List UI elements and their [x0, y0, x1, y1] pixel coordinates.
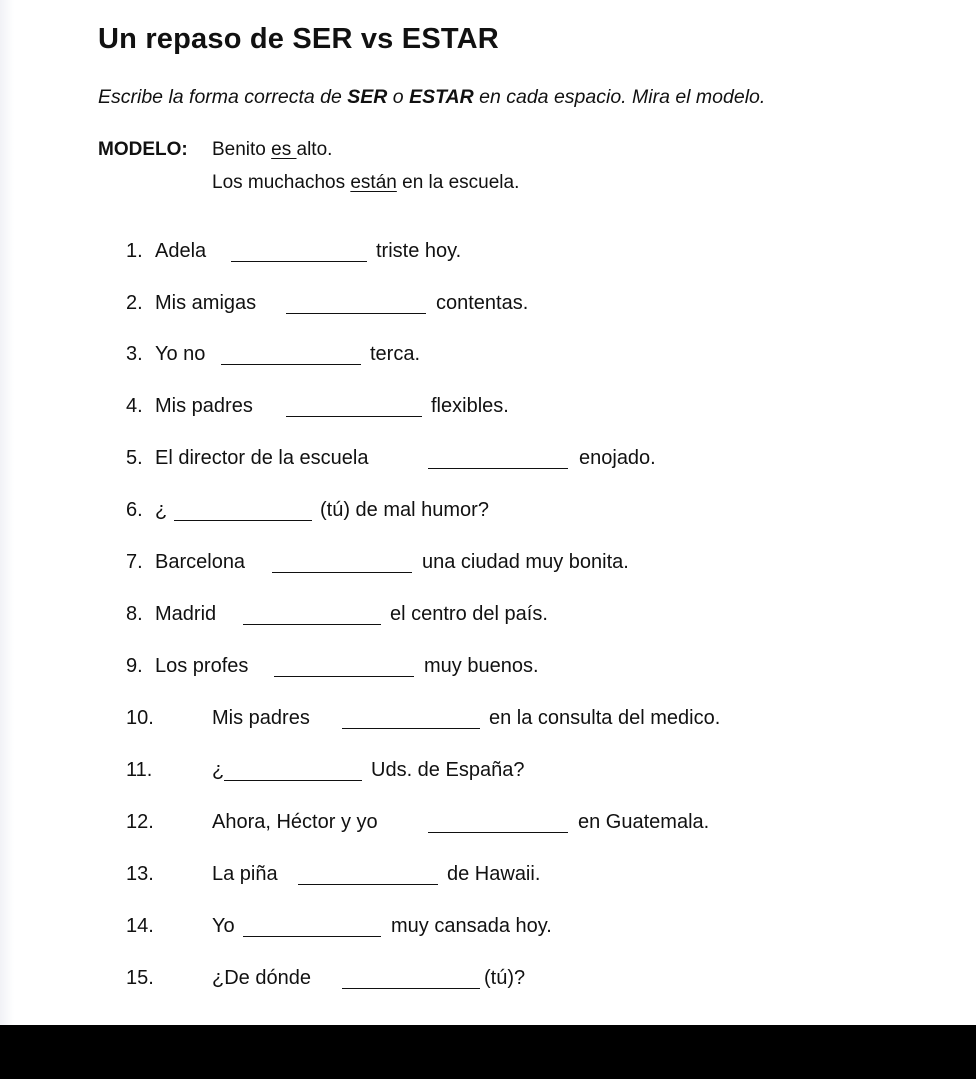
- item-text-before: Yo: [212, 915, 235, 937]
- item-number: 7.: [126, 551, 143, 573]
- item-number: 4.: [126, 395, 143, 417]
- exercise-item: [0, 447, 976, 475]
- answer-blank[interactable]: [428, 832, 568, 833]
- item-text-after: una ciudad muy bonita.: [422, 551, 629, 573]
- item-number: 14.: [126, 915, 154, 937]
- item-text-before: ¿: [212, 759, 225, 781]
- bottom-black-bar: [0, 1025, 976, 1079]
- exercise-item: [0, 343, 976, 371]
- answer-blank[interactable]: [243, 936, 381, 937]
- item-text-after: triste hoy.: [376, 240, 462, 262]
- answer-blank[interactable]: [286, 313, 426, 314]
- item-number: 12.: [126, 811, 154, 833]
- item-number: 5.: [126, 447, 143, 469]
- answer-blank[interactable]: [298, 884, 438, 885]
- item-text-before: ¿: [155, 499, 168, 521]
- worksheet-title: Un repaso de SER vs ESTAR: [98, 23, 499, 55]
- instructions: [98, 86, 765, 109]
- answer-blank[interactable]: [342, 988, 480, 989]
- exercise-item: [0, 395, 976, 423]
- item-number: 13.: [126, 863, 154, 885]
- answer-blank[interactable]: [428, 468, 568, 469]
- item-text-before: El director de la escuela: [155, 447, 369, 469]
- item-text-after: el centro del país.: [390, 603, 548, 625]
- item-text-before: Barcelona: [155, 551, 246, 573]
- item-number: 1.: [126, 240, 143, 262]
- item-text-after: flexibles.: [431, 395, 509, 417]
- item-text-after: enojado.: [579, 447, 656, 469]
- model-example-1: [212, 139, 332, 161]
- item-number: 6.: [126, 499, 143, 521]
- item-text-after: contentas.: [436, 292, 529, 314]
- item-text-after: terca.: [370, 343, 421, 365]
- item-text-before: Los profes: [155, 655, 249, 677]
- instructions-ser: SER: [347, 86, 388, 108]
- item-text-after: de Hawaii.: [447, 863, 541, 885]
- instructions-text-1: Escribe la forma correcta de: [98, 86, 348, 108]
- item-text-before: Mis amigas: [155, 292, 257, 314]
- exercise-item: [0, 603, 976, 631]
- item-text-before: La piña: [212, 863, 278, 885]
- answer-blank[interactable]: [342, 728, 480, 729]
- item-number: 3.: [126, 343, 143, 365]
- exercise-item: [0, 811, 976, 839]
- exercise-item: [0, 499, 976, 527]
- item-text-after: en la consulta del medico.: [489, 707, 721, 729]
- instructions-text-2: en cada espacio. Mira el modelo.: [473, 86, 766, 108]
- item-text-after: Uds. de España?: [371, 759, 525, 781]
- exercise-item: [0, 240, 976, 268]
- exercise-item: [0, 655, 976, 683]
- model-1-verb: es: [271, 139, 297, 160]
- model-2-after: en la escuela.: [396, 172, 520, 193]
- item-text-before: Ahora, Héctor y yo: [212, 811, 378, 833]
- exercise-item: [0, 292, 976, 320]
- exercise-item: [0, 863, 976, 891]
- item-text-before: Mis padres: [155, 395, 253, 417]
- item-text-before: Yo no: [155, 343, 206, 365]
- answer-blank[interactable]: [243, 624, 381, 625]
- exercise-item: [0, 759, 976, 787]
- item-number: 8.: [126, 603, 143, 625]
- answer-blank[interactable]: [286, 416, 422, 417]
- item-number: 2.: [126, 292, 143, 314]
- item-text-before: ¿De dónde: [212, 967, 311, 989]
- item-number: 10.: [126, 707, 154, 729]
- exercise-item: [0, 967, 976, 995]
- modelo-label: MODELO:: [98, 139, 188, 160]
- item-text-after: (tú) de mal humor?: [320, 499, 489, 521]
- answer-blank[interactable]: [224, 780, 362, 781]
- answer-blank[interactable]: [221, 364, 361, 365]
- item-text-after: en Guatemala.: [578, 811, 710, 833]
- answer-blank[interactable]: [174, 520, 312, 521]
- item-text-before: Madrid: [155, 603, 217, 625]
- instructions-estar: ESTAR: [409, 86, 474, 108]
- model-example-2: [212, 172, 519, 194]
- item-number: 9.: [126, 655, 143, 677]
- exercise-item: [0, 915, 976, 943]
- exercise-item: [0, 707, 976, 735]
- item-text-after: muy cansada hoy.: [391, 915, 552, 937]
- model-2-before: Los muchachos: [212, 172, 351, 193]
- answer-blank[interactable]: [231, 261, 367, 262]
- model-1-before: Benito: [212, 139, 272, 160]
- item-number: 15.: [126, 967, 154, 989]
- item-text-after: (tú)?: [484, 967, 526, 989]
- answer-blank[interactable]: [272, 572, 412, 573]
- instructions-o: o: [387, 86, 410, 108]
- item-text-after: muy buenos.: [424, 655, 539, 677]
- item-number: 11.: [126, 759, 153, 781]
- item-text-before: Adela: [155, 240, 207, 262]
- answer-blank[interactable]: [274, 676, 414, 677]
- model-2-verb: están: [350, 172, 397, 193]
- model-1-after: alto.: [296, 139, 333, 160]
- item-text-before: Mis padres: [212, 707, 310, 729]
- exercise-item: [0, 551, 976, 579]
